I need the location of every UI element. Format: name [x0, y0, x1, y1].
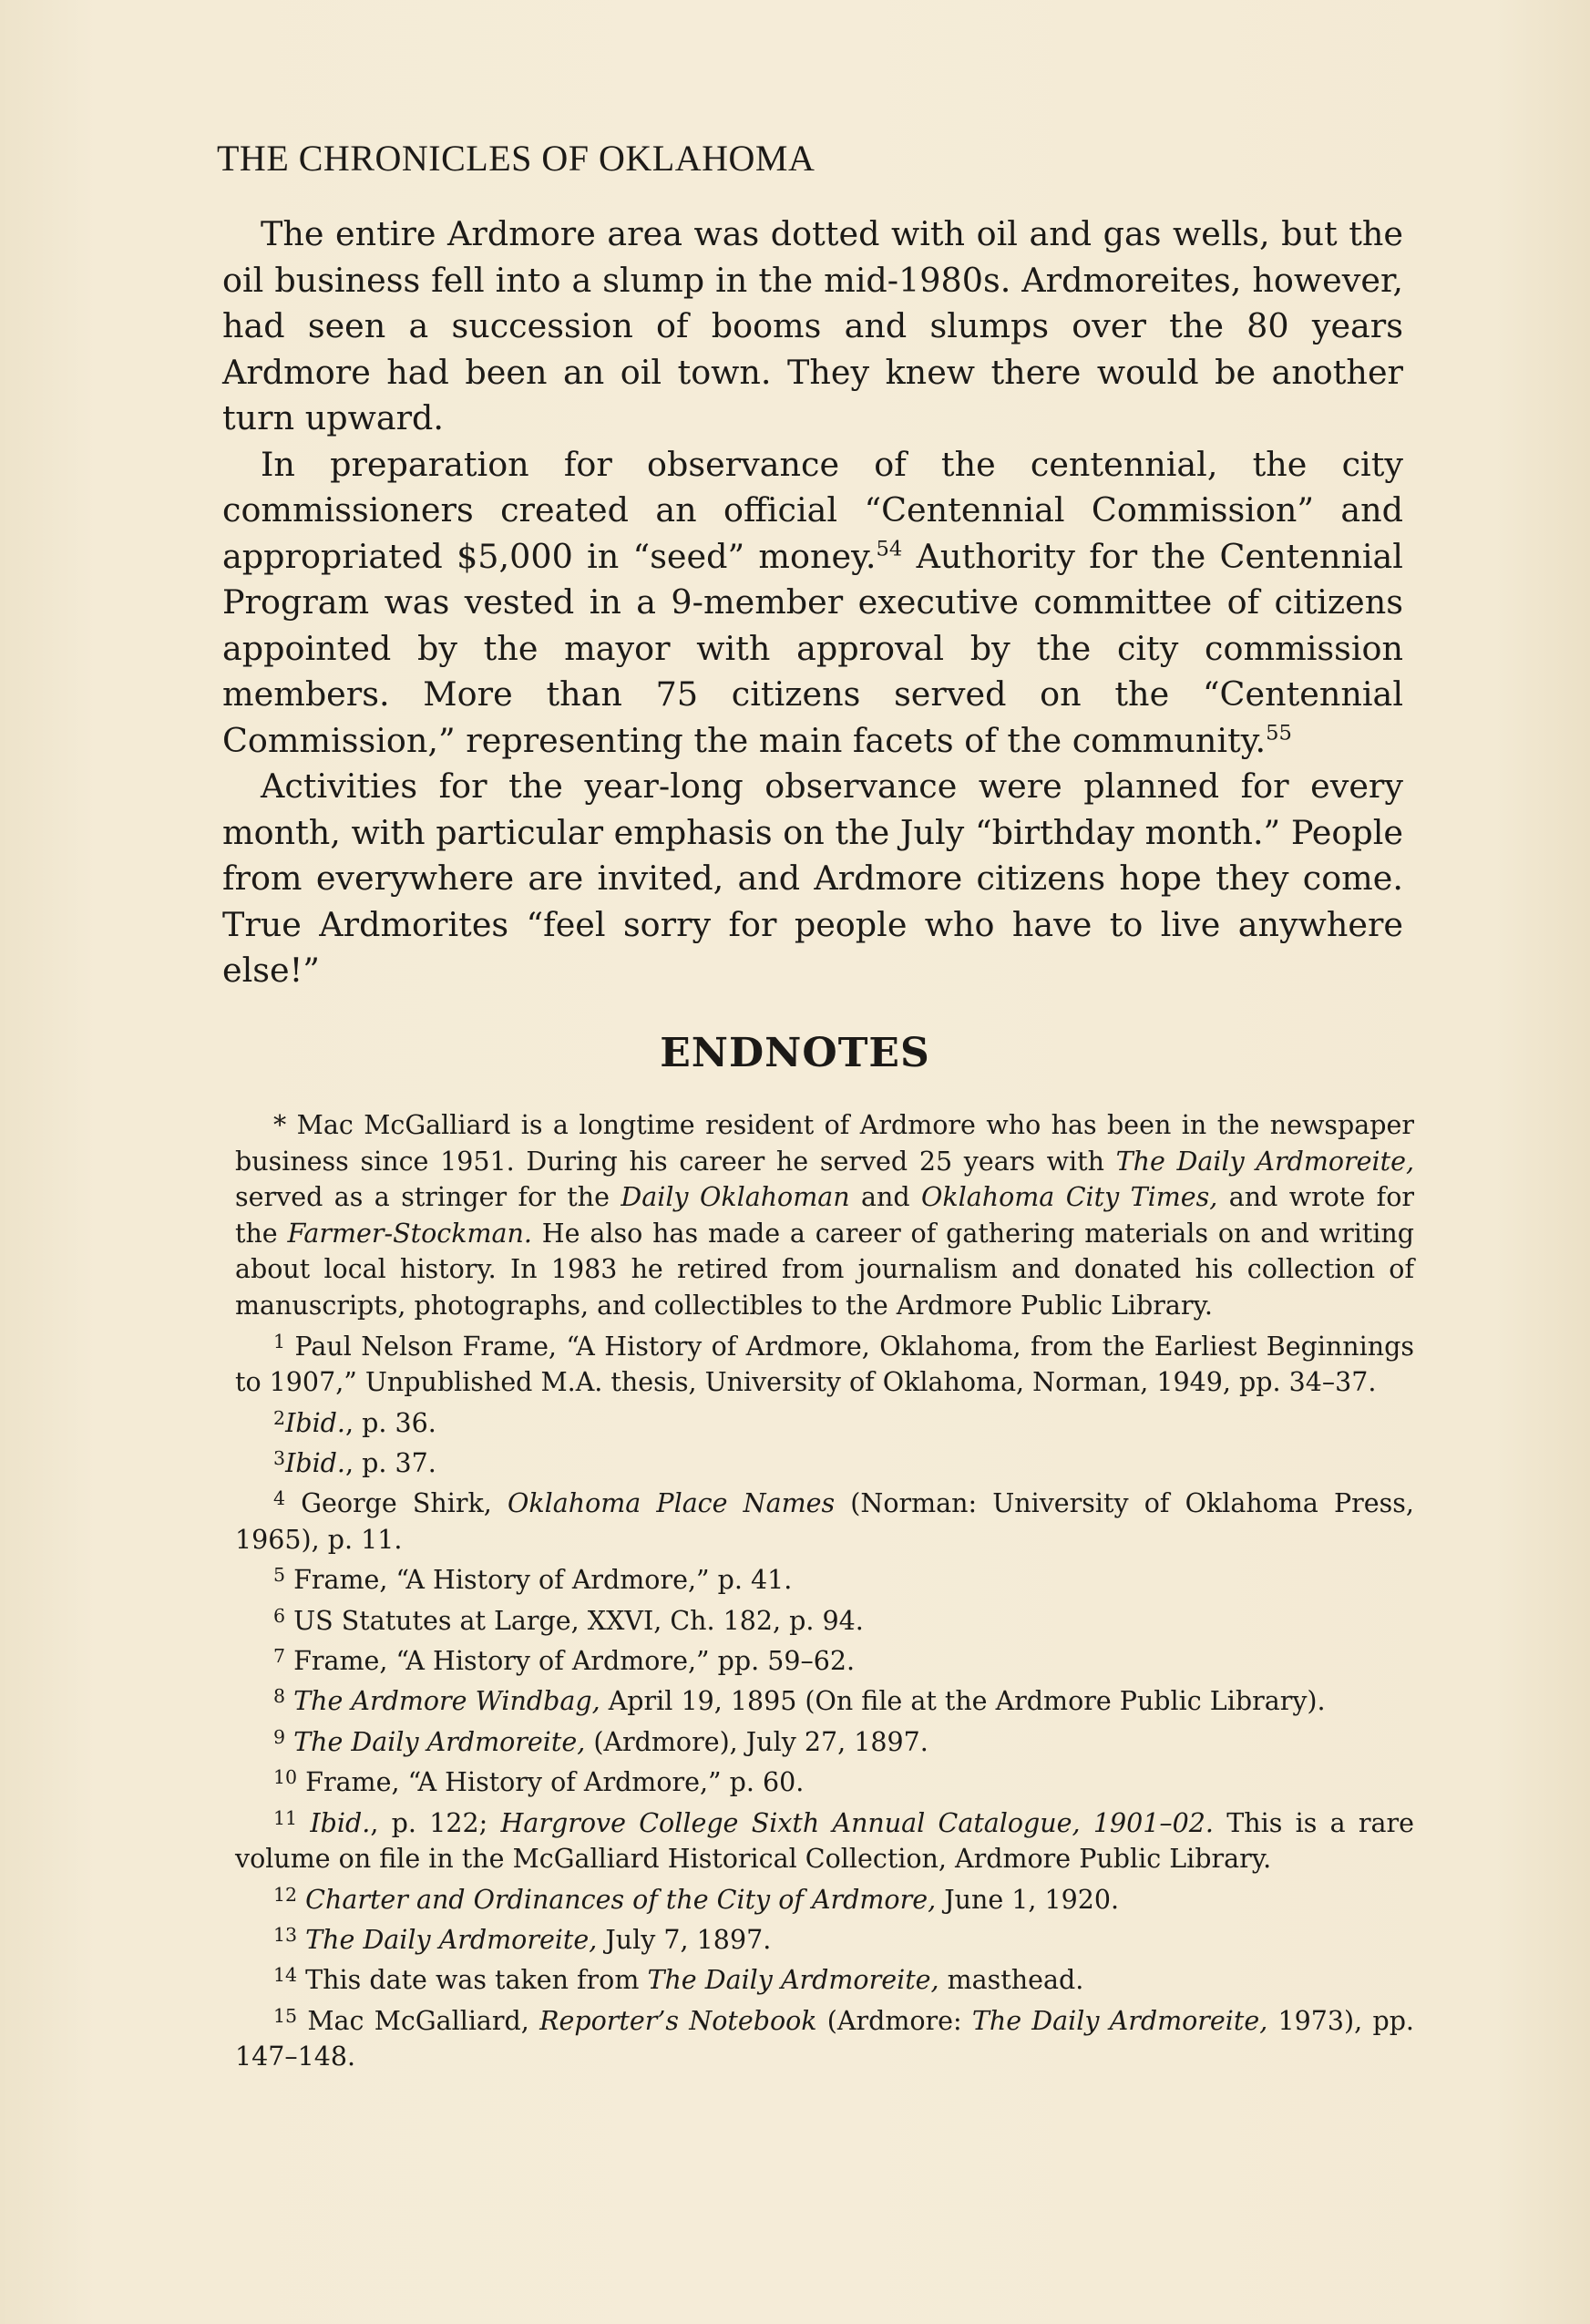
body-paragraph: In preparation for observance of the centennial, the city commissioners created an official “Centennial Commission” and appropriated $5,000 in “seed” money.$^{54}$ Authority for the Centennial Program was vested in a 9-member executive committee of citizens appointed by the mayor with approval by the city commission members. More than 75 citizens served on the “Centennial Commission,” representing the main facets of the community.$^{55}$	[222, 444, 1403, 760]
endnote: $^2$Ibid., p. 36.	[273, 1406, 436, 1438]
endnote: $^3$Ibid., p. 37.	[273, 1446, 436, 1478]
endnote: $^{13}$ The Daily Ardmoreite, July 7, 1897.	[273, 1924, 772, 1955]
body-text	[222, 211, 1403, 994]
endnotes-list	[235, 1107, 1414, 2075]
body-paragraph: Activities for the year-long observance were planned for every month, with particular emphasis on the July “birthday month.” People from everywhere are invited, and Ardmore citizens hope they come. True Ardmorites “feel sorry for people who have to live anywhere else!”	[222, 766, 1403, 990]
endnote: $^8$ The Ardmore Windbag, April 19, 1895 (On file at the Ardmore Public Library).	[273, 1685, 1326, 1717]
body-paragraph: The entire Ardmore area was dotted with oil and gas wells, but the oil business fell into a slump in the mid-1980s. Ardmoreites, however, had seen a succession of booms and slumps over the 80 years Ardmore had been an oil town. They knew there would be another turn upward.	[222, 214, 1403, 437]
footnote-ref: 55	[1266, 720, 1292, 745]
running-head: THE CHRONICLES OF OKLAHOMA	[217, 138, 816, 179]
endnote: $^{14}$ This date was taken from The Daily Ardmoreite, masthead.	[273, 1964, 1084, 1996]
endnote: $^5$ Frame, “A History of Ardmore,” p. 41.	[273, 1564, 793, 1596]
endnotes-heading: ENDNOTES	[660, 1030, 930, 1076]
endnote: $^9$ The Daily Ardmoreite, (Ardmore), July 27, 1897.	[273, 1725, 928, 1757]
endnote: $^4$ George Shirk, Oklahoma Place Names (Norman: University of Oklahoma Press, 1965), p. 11.	[235, 1487, 1414, 1555]
endnote: $^{11}$ Ibid., p. 122; Hargrove College Sixth Annual Catalogue, 1901–02. This is a rare volume on file in the McGalliard Historical Collection, Ardmore Public Library.	[235, 1806, 1414, 1875]
endnote: $^{12}$ Charter and Ordinances of the City of Ardmore, June 1, 1920.	[273, 1883, 1120, 1915]
endnote: $^1$ Paul Nelson Frame, “A History of Ardmore, Oklahoma, from the Earliest Beginnings to 1907,” Unpublished M.A. thesis, University of Oklahoma, Norman, 1949, pp. 34–37.	[235, 1330, 1414, 1397]
footnote-ref: 54	[876, 536, 903, 560]
endnote: $^{15}$ Mac McGalliard, Reporter’s Notebook (Ardmore: The Daily Ardmoreite, 1973), pp. 147–148.	[235, 2004, 1414, 2072]
endnote: $^6$ US Statutes at Large, XXVI, Ch. 182, p. 94.	[273, 1604, 864, 1636]
endnote: $^7$ Frame, “A History of Ardmore,” pp. 59–62.	[273, 1645, 856, 1676]
endnote: $^{10}$ Frame, “A History of Ardmore,” p. 60.	[273, 1766, 805, 1798]
endnote-author: * Mac McGalliard is a longtime resident of Ardmore who has been in the newspaper business since 1951. During his career he served 25 years with The Daily Ardmoreite, served as a stringer for the Daily Oklahoman and Oklahoma City Times, and wrote for the Farmer-Stockman. He also has made a career of gathering materials on and writing about local history. In 1983 he retired from journalism and donated his collection of manuscripts, photographs, and collectibles to the Ardmore Public Library.	[235, 1110, 1415, 1321]
